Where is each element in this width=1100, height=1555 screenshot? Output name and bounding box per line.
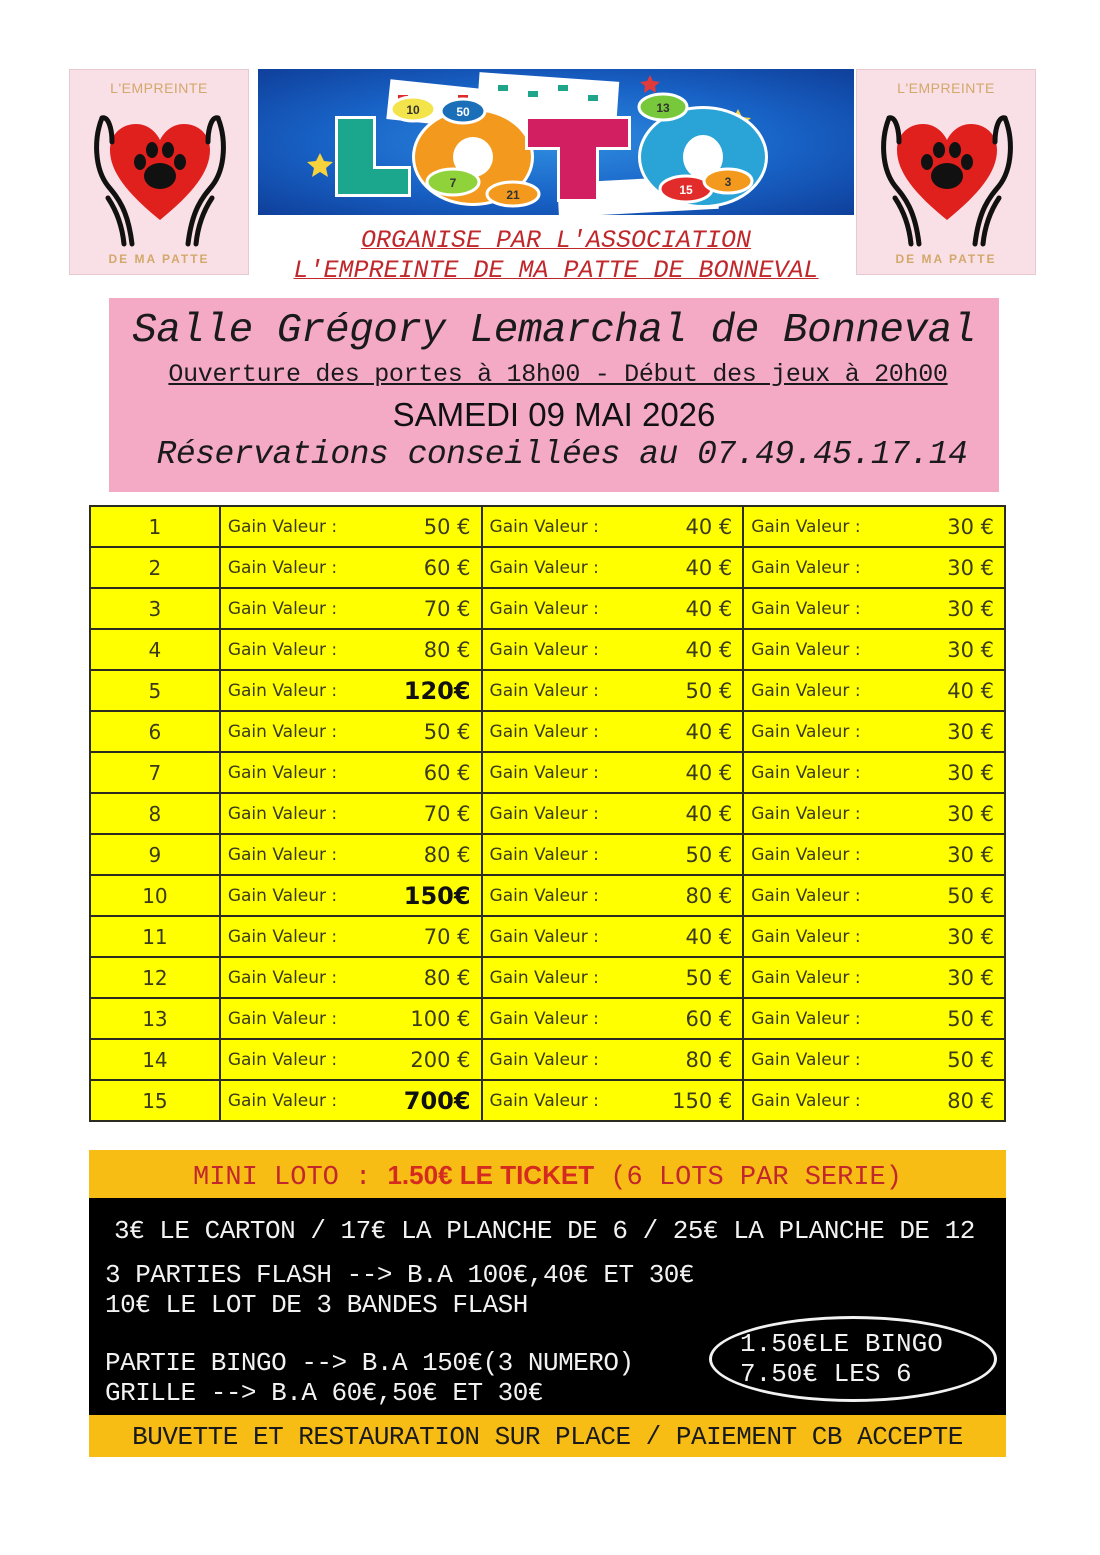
prize-table — [89, 505, 1006, 1122]
prize-value: 70 € — [423, 801, 471, 826]
svg-text:3: 3 — [724, 175, 732, 189]
prize-label: Gain Valeur : — [751, 598, 861, 619]
mini-loto-prefix: MINI LOTO : — [193, 1163, 388, 1193]
prize-cell-2 — [482, 793, 744, 834]
prize-label: Gain Valeur : — [751, 926, 861, 947]
prize-value: 40 € — [685, 596, 733, 621]
table-row — [90, 793, 1005, 834]
game-number: 6 — [90, 711, 220, 752]
prize-cell-1 — [220, 1080, 482, 1121]
prize-label: Gain Valeur : — [489, 926, 599, 947]
prize-value: 200 € — [410, 1047, 471, 1072]
organiser-line-2: L'EMPREINTE DE MA PATTE DE BONNEVAL — [293, 256, 819, 285]
bingo-price-single: 1.50€LE BINGO — [740, 1329, 943, 1359]
prize-label: Gain Valeur : — [489, 557, 599, 578]
table-row — [90, 1080, 1005, 1121]
prize-label: Gain Valeur : — [227, 557, 338, 578]
prize-value: 60 € — [685, 1006, 733, 1031]
prize-label: Gain Valeur : — [227, 680, 338, 701]
prize-label: Gain Valeur : — [751, 762, 861, 783]
prize-label: Gain Valeur : — [489, 844, 599, 865]
table-row — [90, 670, 1005, 711]
table-row — [90, 998, 1005, 1039]
prize-value: 60 € — [423, 760, 471, 785]
prize-label: Gain Valeur : — [489, 680, 599, 701]
prize-value: 150€ — [403, 881, 471, 910]
prize-value: 30 € — [947, 637, 994, 662]
prize-value: 40 € — [947, 678, 994, 703]
game-number: 2 — [90, 547, 220, 588]
prize-value: 30 € — [947, 596, 994, 621]
prize-cell-3 — [743, 629, 1005, 670]
prize-cell-2 — [482, 875, 744, 916]
prize-cell-3 — [743, 588, 1005, 629]
prize-value: 40 € — [685, 760, 733, 785]
prize-value: 40 € — [685, 719, 733, 744]
prize-value: 50 € — [423, 719, 471, 744]
pricing-box — [89, 1198, 1006, 1415]
table-row — [90, 752, 1005, 793]
prize-cell-2 — [482, 670, 744, 711]
prize-label: Gain Valeur : — [489, 967, 599, 988]
prize-label: Gain Valeur : — [751, 557, 861, 578]
mini-loto-suffix: (6 LOTS PAR SERIE) — [594, 1163, 902, 1193]
prize-cell-2 — [482, 506, 744, 547]
prize-cell-1 — [220, 793, 482, 834]
prize-label: Gain Valeur : — [751, 516, 861, 537]
prize-value: 50 € — [685, 842, 733, 867]
heart-paw-hands-icon — [875, 98, 1019, 248]
prize-cell-2 — [482, 547, 744, 588]
prize-label: Gain Valeur : — [751, 844, 861, 865]
prize-cell-2 — [482, 1080, 744, 1121]
prize-cell-1 — [220, 547, 482, 588]
prize-value: 50 € — [947, 883, 994, 908]
prize-value: 50 € — [947, 1047, 994, 1072]
prize-cell-1 — [220, 629, 482, 670]
prize-value: 120€ — [403, 676, 471, 705]
prize-value: 80 € — [685, 883, 733, 908]
prize-cell-1 — [220, 834, 482, 875]
table-row — [90, 834, 1005, 875]
prize-cell-3 — [743, 957, 1005, 998]
prize-label: Gain Valeur : — [227, 639, 338, 660]
prize-value: 30 € — [947, 719, 994, 744]
prize-label: Gain Valeur : — [489, 803, 599, 824]
prize-label: Gain Valeur : — [489, 1090, 599, 1111]
prize-cell-1 — [220, 957, 482, 998]
prize-label: Gain Valeur : — [751, 680, 861, 701]
prize-value: 80 € — [423, 637, 471, 662]
table-row — [90, 916, 1005, 957]
prize-value: 50 € — [685, 678, 733, 703]
svg-text:13: 13 — [656, 101, 670, 115]
prize-value: 30 € — [947, 842, 994, 867]
prize-value: 80 € — [685, 1047, 733, 1072]
prize-cell-3 — [743, 998, 1005, 1039]
mini-loto-price: 1.50€ LE TICKET — [387, 1160, 595, 1190]
prize-value: 60 € — [423, 555, 471, 580]
prize-label: Gain Valeur : — [751, 803, 861, 824]
prize-label: Gain Valeur : — [751, 721, 861, 742]
prize-cell-2 — [482, 711, 744, 752]
prize-cell-1 — [220, 506, 482, 547]
bingo-price-six: 7.50€ LES 6 — [740, 1359, 912, 1389]
prize-label: Gain Valeur : — [489, 762, 599, 783]
bingo-game: PARTIE BINGO --> B.A 150€(3 NUMERO) — [105, 1348, 634, 1378]
prize-cell-3 — [743, 916, 1005, 957]
prize-cell-3 — [743, 834, 1005, 875]
game-number: 4 — [90, 629, 220, 670]
prize-label: Gain Valeur : — [227, 885, 338, 906]
footer-bar: BUVETTE ET RESTAURATION SUR PLACE / PAIEMENT CB ACCEPTE — [89, 1415, 1006, 1457]
game-number: 15 — [90, 1080, 220, 1121]
prize-label: Gain Valeur : — [489, 721, 599, 742]
prize-label: Gain Valeur : — [751, 885, 861, 906]
prize-label: Gain Valeur : — [489, 885, 599, 906]
game-number: 9 — [90, 834, 220, 875]
prize-value: 30 € — [947, 924, 994, 949]
prize-cell-3 — [743, 793, 1005, 834]
prize-value: 40 € — [685, 801, 733, 826]
prize-label: Gain Valeur : — [489, 516, 599, 537]
prize-cell-2 — [482, 588, 744, 629]
prize-label: Gain Valeur : — [751, 639, 861, 660]
prize-cell-1 — [220, 670, 482, 711]
table-row — [90, 1039, 1005, 1080]
svg-text:15: 15 — [679, 183, 693, 197]
game-number: 3 — [90, 588, 220, 629]
table-row — [90, 629, 1005, 670]
prize-cell-2 — [482, 629, 744, 670]
prize-cell-1 — [220, 588, 482, 629]
prize-value: 80 € — [947, 1088, 994, 1113]
prize-label: Gain Valeur : — [227, 803, 338, 824]
prize-cell-2 — [482, 1039, 744, 1080]
prize-value: 70 € — [423, 596, 471, 621]
prize-value: 40 € — [685, 637, 733, 662]
logo-bottom-text: DE MA PATTE — [895, 252, 997, 266]
prize-cell-3 — [743, 547, 1005, 588]
event-info-box — [109, 298, 999, 492]
prize-cell-3 — [743, 711, 1005, 752]
logo-bottom-text: DE MA PATTE — [108, 252, 210, 266]
prize-cell-3 — [743, 1080, 1005, 1121]
prize-cell-3 — [743, 875, 1005, 916]
game-number: 11 — [90, 916, 220, 957]
logo-top-text: L'EMPREINTE — [110, 80, 208, 96]
game-number: 8 — [90, 793, 220, 834]
prize-label: Gain Valeur : — [227, 1090, 338, 1111]
prize-value: 40 € — [685, 924, 733, 949]
card-pricing: 3€ LE CARTON / 17€ LA PLANCHE DE 6 / 25€ LA PLANCHE DE 12 — [114, 1216, 975, 1246]
prize-label: Gain Valeur : — [751, 1008, 861, 1029]
prize-cell-1 — [220, 752, 482, 793]
table-row — [90, 588, 1005, 629]
table-row — [90, 711, 1005, 752]
prize-label: Gain Valeur : — [227, 1049, 338, 1070]
prize-cell-1 — [220, 998, 482, 1039]
game-number: 1 — [90, 506, 220, 547]
loto-banner — [258, 69, 854, 215]
prize-value: 30 € — [947, 965, 994, 990]
mini-loto-bar — [89, 1150, 1006, 1198]
svg-text:21: 21 — [506, 188, 520, 202]
table-row — [90, 875, 1005, 916]
prize-label: Gain Valeur : — [227, 844, 338, 865]
prize-label: Gain Valeur : — [227, 762, 338, 783]
prize-value: 30 € — [947, 514, 994, 539]
prize-label: Gain Valeur : — [227, 967, 338, 988]
heart-paw-hands-icon — [88, 98, 232, 248]
prize-cell-3 — [743, 670, 1005, 711]
prize-label: Gain Valeur : — [227, 1008, 338, 1029]
loto-title-graphic — [258, 69, 854, 215]
table-row — [90, 957, 1005, 998]
prize-cell-2 — [482, 834, 744, 875]
game-number: 13 — [90, 998, 220, 1039]
prize-value: 100 € — [410, 1006, 471, 1031]
venue-title: Salle Grégory Lemarchal de Bonneval — [132, 308, 976, 354]
prize-value: 50 € — [685, 965, 733, 990]
event-date: SAMEDI 09 MAI 2026 — [392, 396, 716, 433]
opening-hours: Ouverture des portes à 18h00 - Début des jeux à 20h00 — [168, 360, 948, 389]
prize-value: 150 € — [672, 1088, 733, 1113]
reservation-phone: Réservations conseillées au 07.49.45.17.14 — [156, 436, 968, 473]
prize-cell-2 — [482, 916, 744, 957]
prize-label: Gain Valeur : — [227, 721, 338, 742]
prize-cell-3 — [743, 1039, 1005, 1080]
game-number: 7 — [90, 752, 220, 793]
prize-cell-2 — [482, 998, 744, 1039]
prize-value: 30 € — [947, 555, 994, 580]
prize-label: Gain Valeur : — [489, 1049, 599, 1070]
game-number: 5 — [90, 670, 220, 711]
logo-top-text: L'EMPREINTE — [897, 80, 995, 96]
prize-label: Gain Valeur : — [751, 967, 861, 988]
prize-label: Gain Valeur : — [489, 598, 599, 619]
prize-value: 40 € — [685, 514, 733, 539]
organiser-line-1: ORGANISE PAR L'ASSOCIATION — [360, 226, 752, 255]
table-row — [90, 547, 1005, 588]
prize-value: 30 € — [947, 801, 994, 826]
prize-value: 70 € — [423, 924, 471, 949]
bingo-price-oval — [709, 1316, 997, 1402]
prize-label: Gain Valeur : — [227, 598, 338, 619]
association-logo-right — [856, 69, 1036, 275]
prize-value: 700€ — [403, 1086, 471, 1115]
flash-strips: 10€ LE LOT DE 3 BANDES FLASH — [105, 1290, 528, 1320]
game-number: 14 — [90, 1039, 220, 1080]
prize-cell-2 — [482, 957, 744, 998]
association-logo-left — [69, 69, 249, 275]
prize-label: Gain Valeur : — [751, 1090, 861, 1111]
prize-cell-1 — [220, 916, 482, 957]
prize-value: 50 € — [423, 514, 471, 539]
table-row — [90, 506, 1005, 547]
prize-cell-1 — [220, 1039, 482, 1080]
prize-label: Gain Valeur : — [227, 926, 338, 947]
game-number: 10 — [90, 875, 220, 916]
svg-text:50: 50 — [456, 105, 470, 119]
prize-cell-2 — [482, 752, 744, 793]
prize-cell-3 — [743, 752, 1005, 793]
prize-value: 30 € — [947, 760, 994, 785]
prize-cell-3 — [743, 506, 1005, 547]
game-number: 12 — [90, 957, 220, 998]
prize-label: Gain Valeur : — [489, 1008, 599, 1029]
svg-text:7: 7 — [449, 176, 457, 190]
prize-label: Gain Valeur : — [227, 516, 338, 537]
prize-label: Gain Valeur : — [489, 639, 599, 660]
prize-value: 50 € — [947, 1006, 994, 1031]
prize-value: 80 € — [423, 842, 471, 867]
prize-cell-1 — [220, 711, 482, 752]
prize-cell-1 — [220, 875, 482, 916]
flash-games: 3 PARTIES FLASH --> B.A 100€,40€ ET 30€ — [105, 1260, 694, 1290]
prize-value: 80 € — [423, 965, 471, 990]
grid-game: GRILLE --> B.A 60€,50€ ET 30€ — [105, 1378, 543, 1408]
svg-text:10: 10 — [406, 103, 420, 117]
prize-value: 40 € — [685, 555, 733, 580]
prize-label: Gain Valeur : — [751, 1049, 861, 1070]
